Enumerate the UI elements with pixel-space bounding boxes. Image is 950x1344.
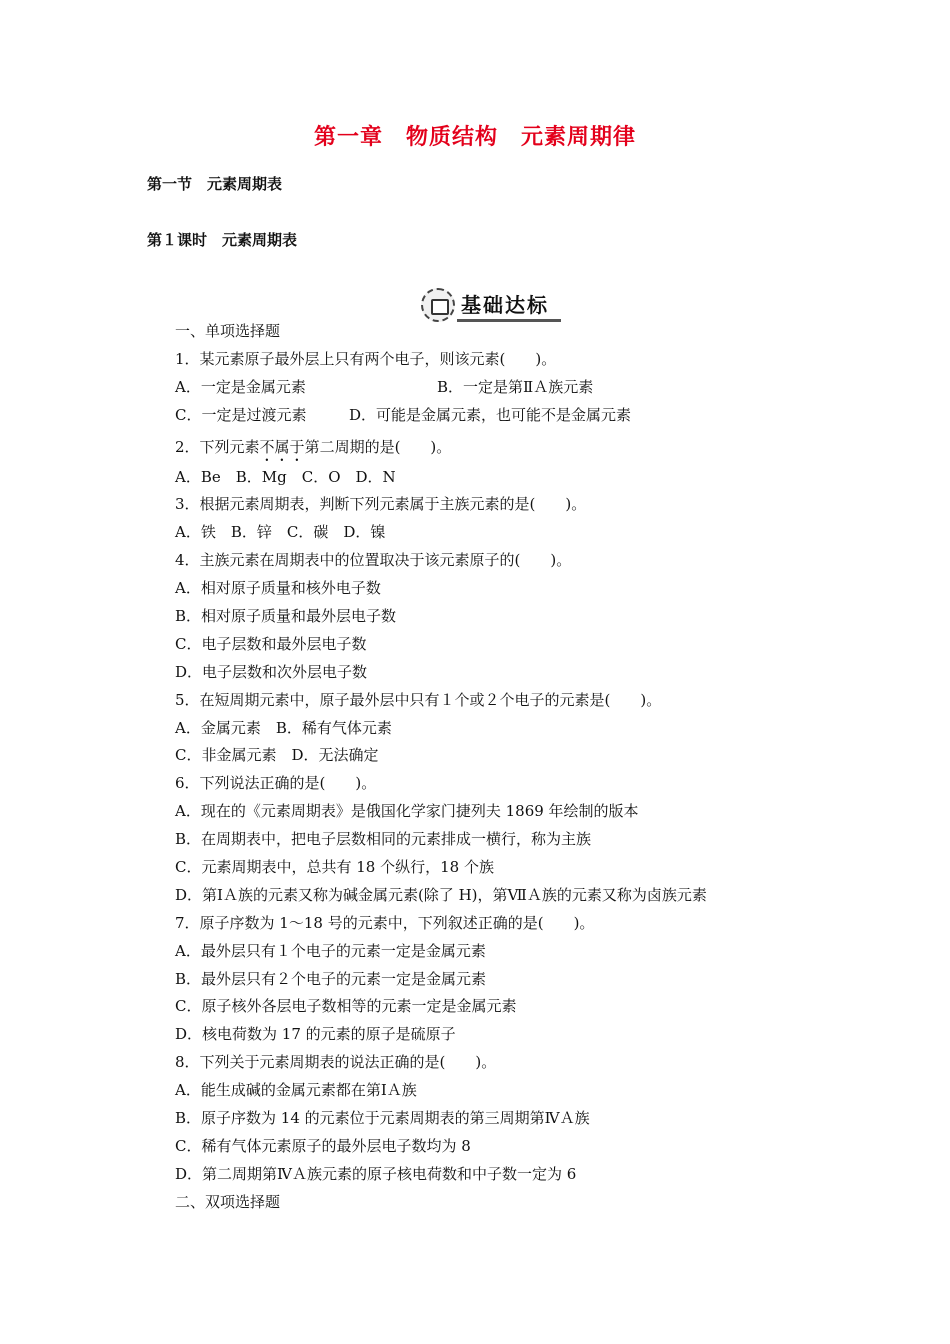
q7-option-c: C．原子核外各层电子数相等的元素一定是金属元素	[175, 997, 517, 1016]
q2-stem-post: 第二周期的是( )。	[304, 437, 452, 456]
q5-options-ab: A．金属元素 B．稀有气体元素	[175, 718, 392, 737]
q4-stem: 4．主族元素在周期表中的位置取决于该元素原子的( )。	[175, 551, 572, 570]
book-icon	[421, 288, 455, 322]
q1-option-a: A．一定是金属元素	[175, 377, 306, 396]
q6-option-a: A．现在的《元素周期表》是俄国化学家门捷列夫 1869 年绘制的版本	[175, 802, 639, 821]
q1-option-b: B．一定是第ⅡＡ族元素	[437, 377, 594, 396]
q3-stem: 3．根据元素周期表，判断下列元素属于主族元素的是( )。	[175, 495, 587, 514]
q6-option-c: C．元素周期表中，总共有 18 个纵行，18 个族	[175, 858, 494, 877]
lesson-title: 第１课时 元素周期表	[147, 231, 298, 249]
q7-option-d: D．核电荷数为 17 的元素的原子是硫原子	[175, 1025, 456, 1044]
part1-title: 一、单项选择题	[175, 322, 281, 340]
q1-options-ab	[175, 374, 795, 402]
part2-title: 二、双项选择题	[175, 1192, 281, 1211]
q1-option-d: D．可能是金属元素，也可能不是金属元素	[349, 405, 632, 424]
q4-option-b: B．相对原子质量和最外层电子数	[175, 607, 397, 626]
exercise-content	[175, 318, 795, 1217]
q6-option-d: D．第ⅠＡ族的元素又称为碱金属元素(除了 H)，第ⅦＡ族的元素又称为卤族元素	[175, 885, 707, 904]
q2-options: A．Be B．Mg C．O D．N	[175, 467, 396, 486]
q8-option-d: D．第二周期第ⅣＡ族元素的原子核电荷数和中子数一定为 6	[175, 1164, 577, 1183]
q5-options-cd: C．非金属元素 D．无法确定	[175, 746, 379, 765]
q7-option-a: A．最外层只有１个电子的元素一定是金属元素	[175, 941, 486, 960]
q3-options: A．铁 B．锌 C．碳 D．镍	[175, 523, 386, 542]
q1-option-c: C．一定是过渡元素	[175, 405, 307, 424]
chapter-title: 第一章 物质结构 元素周期律	[313, 125, 636, 150]
q2-stem-pre: 2．下列元素	[175, 437, 260, 456]
q4-option-d: D．电子层数和次外层电子数	[175, 662, 368, 681]
q4-option-c: C．电子层数和最外层电子数	[175, 634, 367, 653]
q8-stem: 8．下列关于元素周期表的说法正确的是( )。	[175, 1053, 497, 1072]
q1-stem: 1．某元素原子最外层上只有两个电子，则该元素( )。	[175, 349, 557, 368]
section-title: 第一节 元素周期表	[147, 175, 283, 193]
q7-option-b: B．最外层只有２个电子的元素一定是金属元素	[175, 969, 487, 988]
q6-option-b: B．在周期表中，把电子层数相同的元素排成一横行，称为主族	[175, 830, 592, 849]
q2-stem-emphasis: 不属于	[259, 437, 305, 456]
q8-option-b: B．原子序数为 14 的元素位于元素周期表的第三周期第ⅣＡ族	[175, 1109, 590, 1128]
q6-stem: 6．下列说法正确的是( )。	[175, 774, 377, 793]
badge-label: 基础达标	[461, 293, 549, 317]
q8-option-c: C．稀有气体元素原子的最外层电子数均为 8	[175, 1136, 471, 1155]
q1-options-cd	[175, 402, 795, 430]
q7-stem: 7．原子序数为 1～18 号的元素中，下列叙述正确的是( )。	[175, 913, 595, 932]
q5-stem: 5．在短周期元素中，原子最外层中只有１个或２个电子的元素是( )。	[175, 690, 662, 709]
q8-option-a: A．能生成碱的金属元素都在第ⅠＡ族	[175, 1081, 417, 1100]
q2-stem	[175, 430, 795, 464]
q4-option-a: A．相对原子质量和核外电子数	[175, 579, 381, 598]
